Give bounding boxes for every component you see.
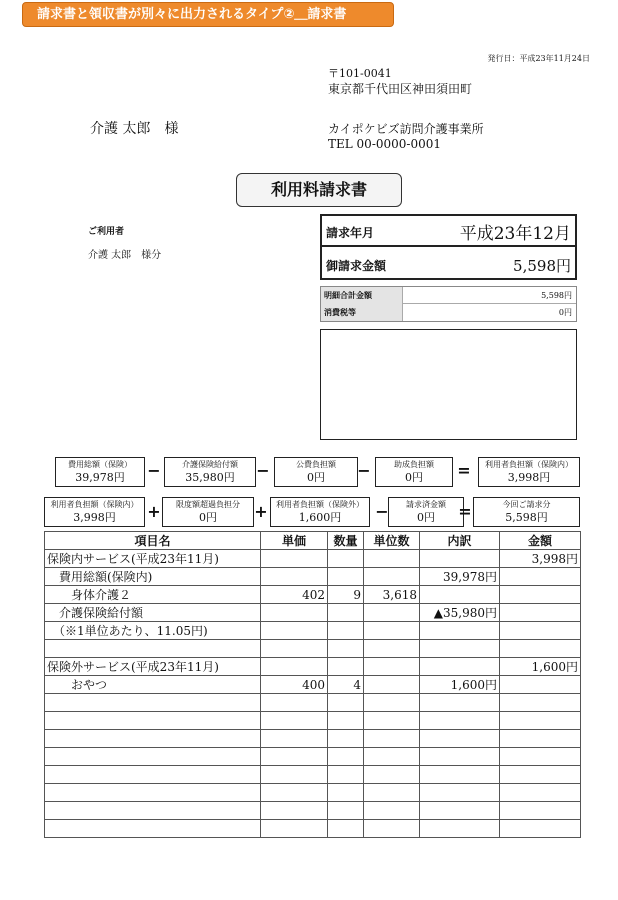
billing-amount-row: [322, 249, 575, 280]
customer-name: 介護 太郎 様: [90, 121, 179, 137]
tax-row: [321, 304, 576, 321]
line-items-table: [44, 531, 581, 838]
calc-value: 3,998円: [507, 471, 551, 484]
table-cell: [364, 748, 420, 766]
billing-month-row: [322, 216, 575, 247]
table-row: [45, 820, 581, 838]
table-cell: [45, 766, 261, 784]
calc-value: 0円: [417, 511, 435, 524]
calc-box: [55, 457, 145, 487]
table-cell: [364, 802, 420, 820]
table-cell: [364, 568, 420, 586]
calc-value: 0円: [405, 471, 423, 484]
calc-label: 限度額超過負担分: [176, 500, 240, 509]
table-cell: [328, 550, 364, 568]
calc-label: 利用者負担額（保険外）: [276, 500, 364, 509]
company-name: カイポケビズ訪問介護事業所: [328, 122, 484, 136]
table-row: [45, 550, 581, 568]
table-cell: 1,600円: [500, 658, 581, 676]
table-cell: [261, 694, 328, 712]
calc-box: [270, 497, 370, 527]
calc-label: 利用者負担額（保険内）: [50, 500, 139, 509]
table-cell: [420, 640, 500, 658]
table-cell: [261, 568, 328, 586]
table-cell: [364, 658, 420, 676]
operator-icon: −: [357, 461, 371, 480]
table-cell: [364, 640, 420, 658]
table-cell: [261, 622, 328, 640]
table-cell: [328, 802, 364, 820]
table-cell: [328, 658, 364, 676]
table-cell: 39,978円: [420, 568, 500, 586]
calc-box: [162, 497, 254, 527]
table-row: [45, 784, 581, 802]
calc-label: 助成負担額: [394, 460, 434, 469]
table-cell: [328, 694, 364, 712]
operator-icon: −: [375, 502, 389, 521]
table-cell: [500, 784, 581, 802]
operator-icon: =: [458, 502, 472, 521]
table-cell: おやつ: [45, 676, 261, 694]
calc-label: 公費負担額: [296, 460, 336, 469]
detail-totals: [320, 286, 577, 322]
document-title: 利用料請求書: [236, 173, 402, 207]
table-cell: [364, 622, 420, 640]
table-row: [45, 622, 581, 640]
table-cell: [261, 802, 328, 820]
table-cell: [420, 712, 500, 730]
table-cell: [500, 568, 581, 586]
operator-icon: +: [254, 502, 268, 521]
table-cell: 保険外サービス(平成23年11月): [45, 658, 261, 676]
billing-summary: [320, 214, 577, 280]
table-row: [45, 694, 581, 712]
table-cell: [500, 712, 581, 730]
table-cell: [364, 676, 420, 694]
billing-month-label: 請求年月: [326, 226, 375, 240]
calc-value: 3,998円: [73, 511, 116, 524]
table-cell: [328, 604, 364, 622]
operator-icon: =: [457, 461, 471, 480]
table-cell: [420, 622, 500, 640]
table-cell: 保険内サービス(平成23年11月): [45, 550, 261, 568]
table-cell: 4: [328, 676, 364, 694]
table-cell: 9: [328, 586, 364, 604]
operator-icon: −: [256, 461, 270, 480]
table-cell: 費用総額(保険内): [45, 568, 261, 586]
calc-box: [274, 457, 358, 487]
table-cell: [328, 712, 364, 730]
billing-amount-value: 5,598円: [513, 257, 571, 275]
table-row: [45, 766, 581, 784]
table-row: [45, 604, 581, 622]
table-cell: 3,618: [364, 586, 420, 604]
calc-label: 請求済金額: [406, 500, 446, 509]
header-units: 単位数: [364, 532, 420, 550]
table-cell: [45, 748, 261, 766]
header-item-name: 項目名: [45, 532, 261, 550]
header-amount: 金額: [500, 532, 581, 550]
table-cell: [500, 802, 581, 820]
calc-box: [473, 497, 580, 527]
subtotal-value: 5,598円: [541, 291, 572, 300]
table-header-row: [45, 532, 581, 550]
table-cell: [261, 730, 328, 748]
table-cell: [328, 784, 364, 802]
table-cell: [261, 820, 328, 838]
table-cell: [364, 784, 420, 802]
user-label: ご利用者: [88, 227, 125, 237]
table-cell: [420, 748, 500, 766]
table-cell: [500, 694, 581, 712]
table-cell: [364, 712, 420, 730]
document-type-banner: 請求書と領収書が別々に出力されるタイプ②＿請求書: [22, 2, 394, 27]
table-cell: [261, 784, 328, 802]
table-cell: 400: [261, 676, 328, 694]
calc-value: 0円: [307, 471, 325, 484]
calc-value: 1,600円: [298, 511, 342, 524]
postal-code: 〒101-0041: [328, 67, 392, 80]
table-cell: 3,998円: [500, 550, 581, 568]
table-cell: [45, 784, 261, 802]
operator-icon: −: [147, 461, 161, 480]
table-cell: [500, 604, 581, 622]
table-cell: [328, 640, 364, 658]
calc-value: 0円: [199, 511, 217, 524]
table-cell: [364, 820, 420, 838]
calc-label: 介護保険給付額: [182, 460, 238, 469]
table-cell: 介護保険給付額: [45, 604, 261, 622]
table-cell: [261, 748, 328, 766]
table-cell: [45, 712, 261, 730]
operator-icon: +: [147, 502, 161, 521]
table-cell: [420, 802, 500, 820]
header-breakdown: 内訳: [420, 532, 500, 550]
table-cell: [328, 766, 364, 784]
table-row: [45, 802, 581, 820]
table-cell: [261, 766, 328, 784]
table-cell: [45, 802, 261, 820]
table-cell: [364, 604, 420, 622]
table-cell: [500, 676, 581, 694]
table-cell: [500, 766, 581, 784]
calc-value: 5,598円: [505, 511, 548, 524]
issue-date: 発行日：平成23年11月24日: [487, 54, 590, 63]
table-cell: [328, 568, 364, 586]
table-row: [45, 658, 581, 676]
subtotal-label: 明細合計金額: [321, 287, 403, 304]
billing-month-value: 平成23年12月: [459, 224, 571, 244]
table-cell: [261, 658, 328, 676]
user-name: 介護 太郎 様分: [88, 250, 162, 261]
table-cell: [45, 820, 261, 838]
table-row: [45, 676, 581, 694]
table-cell: [500, 820, 581, 838]
table-cell: [45, 730, 261, 748]
table-cell: [364, 730, 420, 748]
table-cell: 1,600円: [420, 676, 500, 694]
table-cell: 402: [261, 586, 328, 604]
table-cell: [364, 694, 420, 712]
table-cell: [45, 694, 261, 712]
table-cell: [420, 730, 500, 748]
calc-box: [164, 457, 256, 487]
billing-amount-label: 御請求金額: [326, 259, 387, 273]
table-row: [45, 640, 581, 658]
recipient-address: 東京都千代田区神田須田町: [328, 82, 473, 96]
calc-label: 今回ご請求分: [502, 500, 551, 509]
subtotal-row: [321, 287, 576, 304]
table-cell: [328, 748, 364, 766]
header-unit-price: 単価: [261, 532, 328, 550]
tax-label: 消費税等: [321, 304, 403, 321]
table-cell: [420, 586, 500, 604]
table-cell: [500, 586, 581, 604]
table-cell: [261, 604, 328, 622]
table-cell: [420, 784, 500, 802]
table-cell: ▲35,980円: [420, 604, 500, 622]
table-row: [45, 730, 581, 748]
table-cell: [261, 712, 328, 730]
table-cell: [500, 730, 581, 748]
table-cell: [420, 658, 500, 676]
header-quantity: 数量: [328, 532, 364, 550]
table-cell: [364, 766, 420, 784]
calc-value: 39,978円: [75, 471, 125, 484]
table-cell: [420, 550, 500, 568]
calc-box: [388, 497, 464, 527]
calc-box: [44, 497, 145, 527]
calc-label: 費用総額（保険）: [68, 460, 132, 469]
table-row: [45, 748, 581, 766]
calc-box: [375, 457, 453, 487]
company-tel: TEL 00-0000-0001: [328, 137, 442, 151]
table-cell: （※1単位あたり、11.05円): [45, 622, 261, 640]
table-cell: [420, 820, 500, 838]
calc-value: 35,980円: [185, 471, 235, 484]
table-cell: [328, 820, 364, 838]
table-row: [45, 586, 581, 604]
table-cell: [364, 550, 420, 568]
table-row: [45, 712, 581, 730]
table-cell: [500, 748, 581, 766]
calc-label: 利用者負担額（保険内）: [485, 460, 573, 469]
table-cell: [500, 640, 581, 658]
table-cell: [420, 766, 500, 784]
table-cell: [261, 550, 328, 568]
table-cell: [45, 640, 261, 658]
table-cell: [328, 622, 364, 640]
table-cell: [328, 730, 364, 748]
calc-box: [478, 457, 580, 487]
table-cell: [500, 622, 581, 640]
table-cell: [261, 640, 328, 658]
table-cell: [420, 694, 500, 712]
memo-box: [320, 329, 577, 440]
table-cell: 身体介護２: [45, 586, 261, 604]
tax-value: 0円: [558, 308, 572, 317]
table-row: [45, 568, 581, 586]
